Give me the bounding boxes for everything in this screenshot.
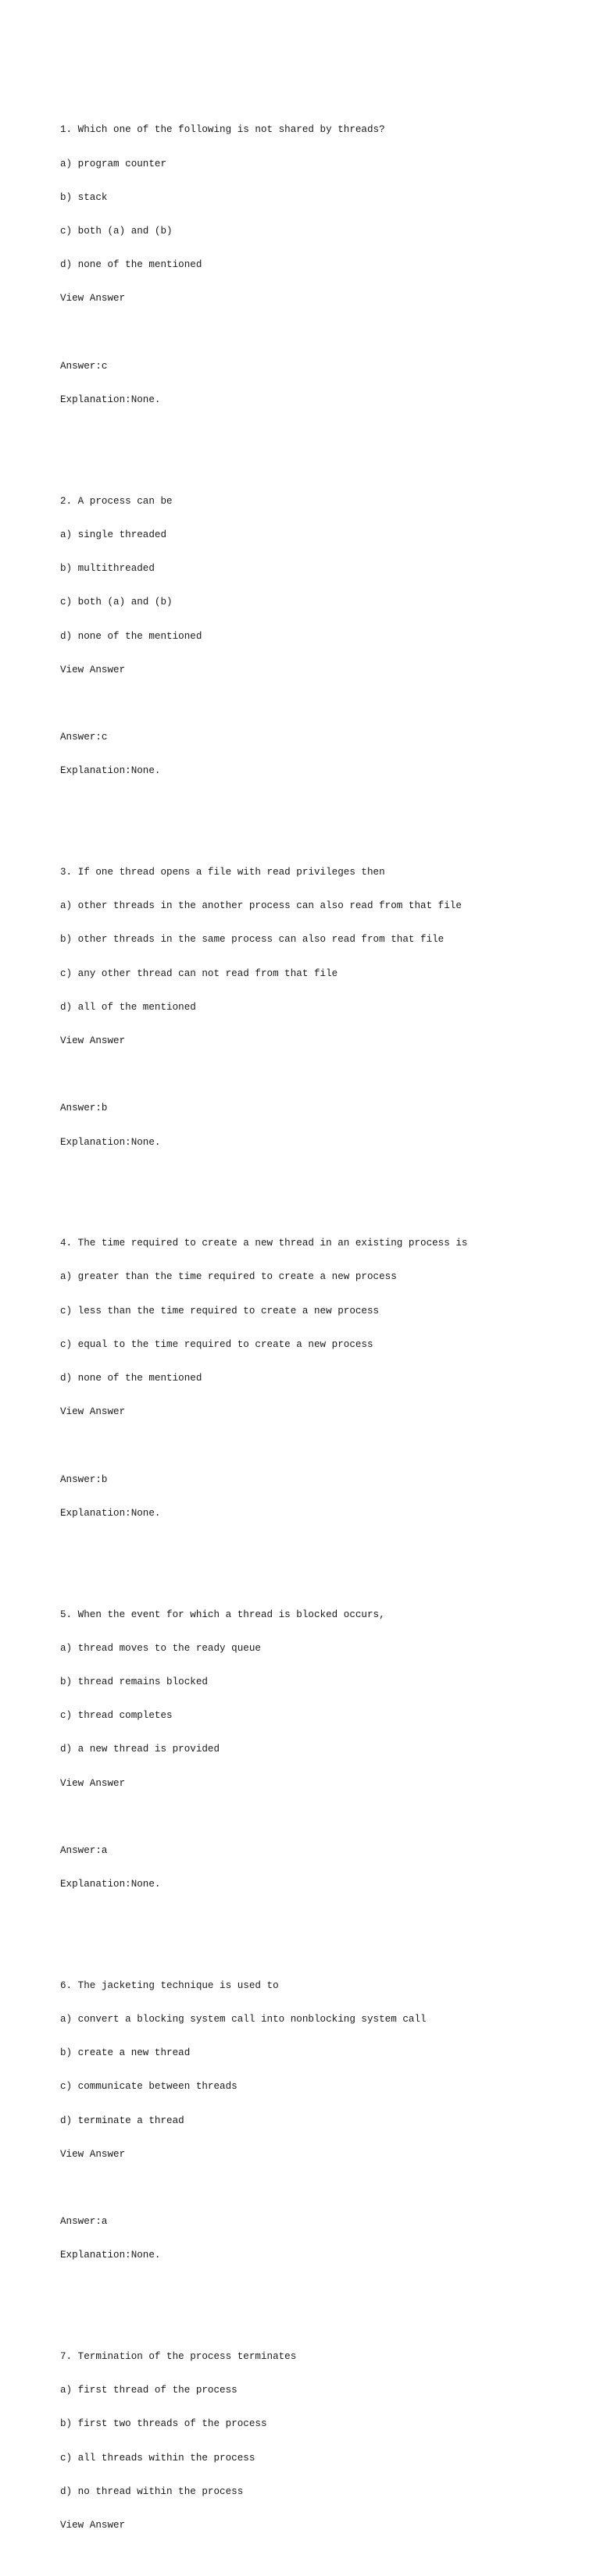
option-b: b) multithreaded [60,563,155,575]
option-a: a) convert a blocking system call into nonblocking system call [60,2013,427,2025]
option-d: d) none of the mentioned [60,630,202,642]
question-text: 4. The time required to create a new thread in an existing process is [60,1238,468,1249]
view-answer-link[interactable]: View Answer [60,293,126,305]
question-text: 1. Which one of the following is not shared by threads? [60,124,385,136]
question-block [60,844,591,1170]
question-text: 7. Termination of the process terminates [60,2351,297,2363]
spacer [60,1440,591,1451]
option-d: d) no thread within the process [60,2485,244,2497]
question-block [60,1215,591,1541]
answer-text: Answer:b [60,1103,108,1114]
answer-text: Answer:a [60,1844,108,1856]
answer-text: Answer:c [60,732,108,743]
view-answer-link[interactable]: View Answer [60,1777,126,1789]
option-d: d) a new thread is provided [60,1744,220,1755]
question-text: 5. When the event for which a thread is blocked occurs, [60,1609,385,1620]
question-text: 2. A process can be [60,495,173,507]
option-a: a) thread moves to the ready queue [60,1642,261,1654]
option-d: d) all of the mentioned [60,1001,196,1013]
option-c: c) any other thread can not read from that file [60,967,338,979]
option-c: c) both (a) and (b) [60,226,173,237]
answer-text: Answer:b [60,1473,108,1485]
option-c: c) thread completes [60,1710,173,1722]
view-answer-link[interactable]: View Answer [60,1406,126,1418]
explanation-text: Explanation:None. [60,2250,161,2261]
question-block [60,1587,591,1913]
question-text: 3. If one thread opens a file with read privileges then [60,866,385,878]
option-b: b) other threads in the same process can also read from that file [60,934,445,946]
question-block [60,2328,591,2553]
spacer [60,698,591,709]
answer-text: Answer:a [60,2216,108,2228]
option-b: b) thread remains blocked [60,1676,208,1687]
explanation-text: Explanation:None. [60,765,161,777]
option-d: d) none of the mentioned [60,1373,202,1384]
document-page [60,57,591,2576]
option-a: a) program counter [60,158,167,169]
view-answer-link[interactable]: View Answer [60,664,126,675]
question-block [60,1958,591,2284]
question-text: 6. The jacketing technique is used to [60,1979,279,1991]
view-answer-link[interactable]: View Answer [60,2520,126,2531]
option-b: c) less than the time required to create a new process [60,1305,380,1317]
option-c: c) communicate between threads [60,2081,238,2093]
option-c: c) all threads within the process [60,2452,255,2464]
spacer [60,1812,591,1822]
explanation-text: Explanation:None. [60,1507,161,1519]
explanation-text: Explanation:None. [60,394,161,406]
explanation-text: Explanation:None. [60,1879,161,1890]
option-a: a) other threads in the another process can also read from that file [60,900,462,912]
explanation-text: Explanation:None. [60,1136,161,1148]
spacer [60,1069,591,1080]
option-b: b) create a new thread [60,2047,191,2059]
view-answer-link[interactable]: View Answer [60,1035,126,1046]
answer-text: Answer:c [60,360,108,372]
option-d: d) none of the mentioned [60,259,202,271]
option-c: c) both (a) and (b) [60,597,173,608]
spacer [60,2182,591,2193]
spacer [60,327,591,338]
option-a: a) first thread of the process [60,2385,238,2396]
option-b: b) stack [60,191,108,203]
view-answer-link[interactable]: View Answer [60,2148,126,2160]
option-c: c) equal to the time required to create a new process [60,1338,373,1350]
option-b: b) first two threads of the process [60,2418,267,2430]
option-d: d) terminate a thread [60,2115,184,2126]
option-a: a) single threaded [60,529,167,540]
question-block [60,102,591,429]
option-a: a) greater than the time required to create a new process [60,1271,397,1283]
question-block [60,473,591,800]
